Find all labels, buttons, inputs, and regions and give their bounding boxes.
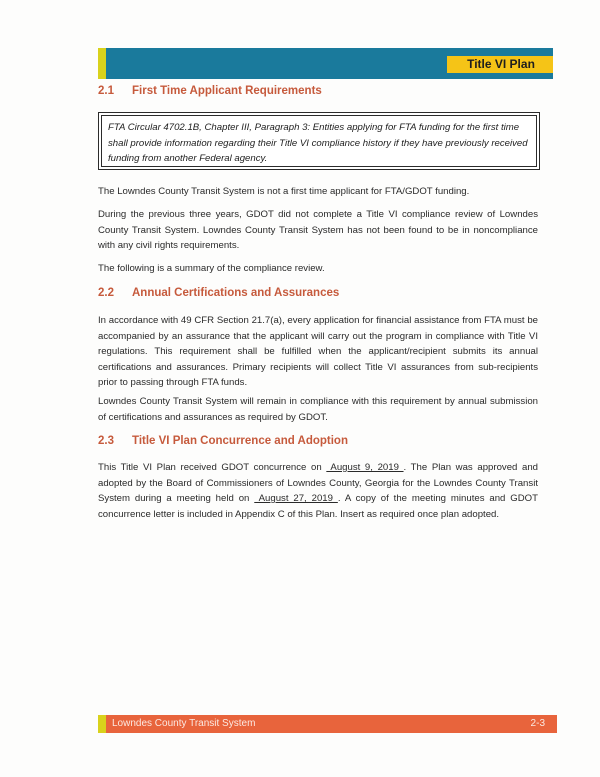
page-header-bar bbox=[98, 48, 553, 79]
regulation-quote-box bbox=[98, 112, 540, 170]
section-heading-2-2 bbox=[98, 287, 339, 299]
section-number: 2.1 bbox=[98, 85, 114, 97]
document-title-label: Title VI Plan bbox=[447, 56, 553, 73]
section-number: 2.2 bbox=[98, 287, 114, 299]
paragraph: The following is a summary of the compliance review. bbox=[98, 263, 325, 274]
section-title: Title VI Plan Concurrence and Adoption bbox=[132, 435, 348, 447]
paragraph: In accordance with 49 CFR Section 21.7(a), every application for financial assistance from FTA must be accompanied by an assurance that the applicant will carry out the program in compliance with Title VI regulations. This requirement shall be fulfilled when the applicant/recipient submits its annual certifications and assurances. Primary recipients will collect Title VI assurances from sub-recipients prior to passing through FTA funds. bbox=[98, 315, 538, 388]
concurrence-date: August 9, 2019 bbox=[326, 462, 404, 473]
paragraph: The Lowndes County Transit System is not a first time applicant for FTA/GDOT funding. bbox=[98, 186, 470, 197]
paragraph: Lowndes County Transit System will remain in compliance with this requirement by annual submission of certifications and assurances as required by GDOT. bbox=[98, 396, 538, 423]
footer-organization: Lowndes County Transit System bbox=[112, 718, 256, 729]
section-heading-2-1 bbox=[98, 85, 322, 97]
adoption-paragraph bbox=[98, 460, 538, 522]
page-number: 2-3 bbox=[530, 718, 545, 729]
adoption-text-2: . The Plan was approved and adopted by the Board of Commissioners of Lowndes County, Georgia for the Lowndes County Transit System during a meeting held on bbox=[98, 462, 539, 504]
adoption-text-3: . A copy of the meeting minutes and GDOT concurrence letter is included in Appendix C of this Plan. Insert as required once plan adopted. bbox=[98, 493, 538, 520]
adoption-text-1: This Title VI Plan received GDOT concurrence on bbox=[98, 462, 327, 473]
page-footer-bar bbox=[98, 715, 557, 733]
paragraph: During the previous three years, GDOT did not complete a Title VI compliance review of Lowndes County Transit System. Lowndes County Transit System has not been found to be in noncompliance with any civil rights requirements. bbox=[98, 209, 538, 251]
section-title: Annual Certifications and Assurances bbox=[132, 287, 340, 299]
header-accent-stripe bbox=[98, 48, 106, 79]
section-number: 2.3 bbox=[98, 435, 114, 447]
regulation-quote-text: FTA Circular 4702.1B, Chapter III, Paragraph 3: Entities applying for FTA funding for the first time shall provide information regarding their Title VI compliance history if they have previously received funding from another Federal agency. bbox=[108, 122, 528, 164]
section-title: First Time Applicant Requirements bbox=[132, 85, 322, 97]
section-heading-2-3 bbox=[98, 435, 348, 447]
adoption-meeting-date: August 27, 2019 bbox=[254, 493, 338, 504]
footer-accent-stripe bbox=[98, 715, 106, 733]
